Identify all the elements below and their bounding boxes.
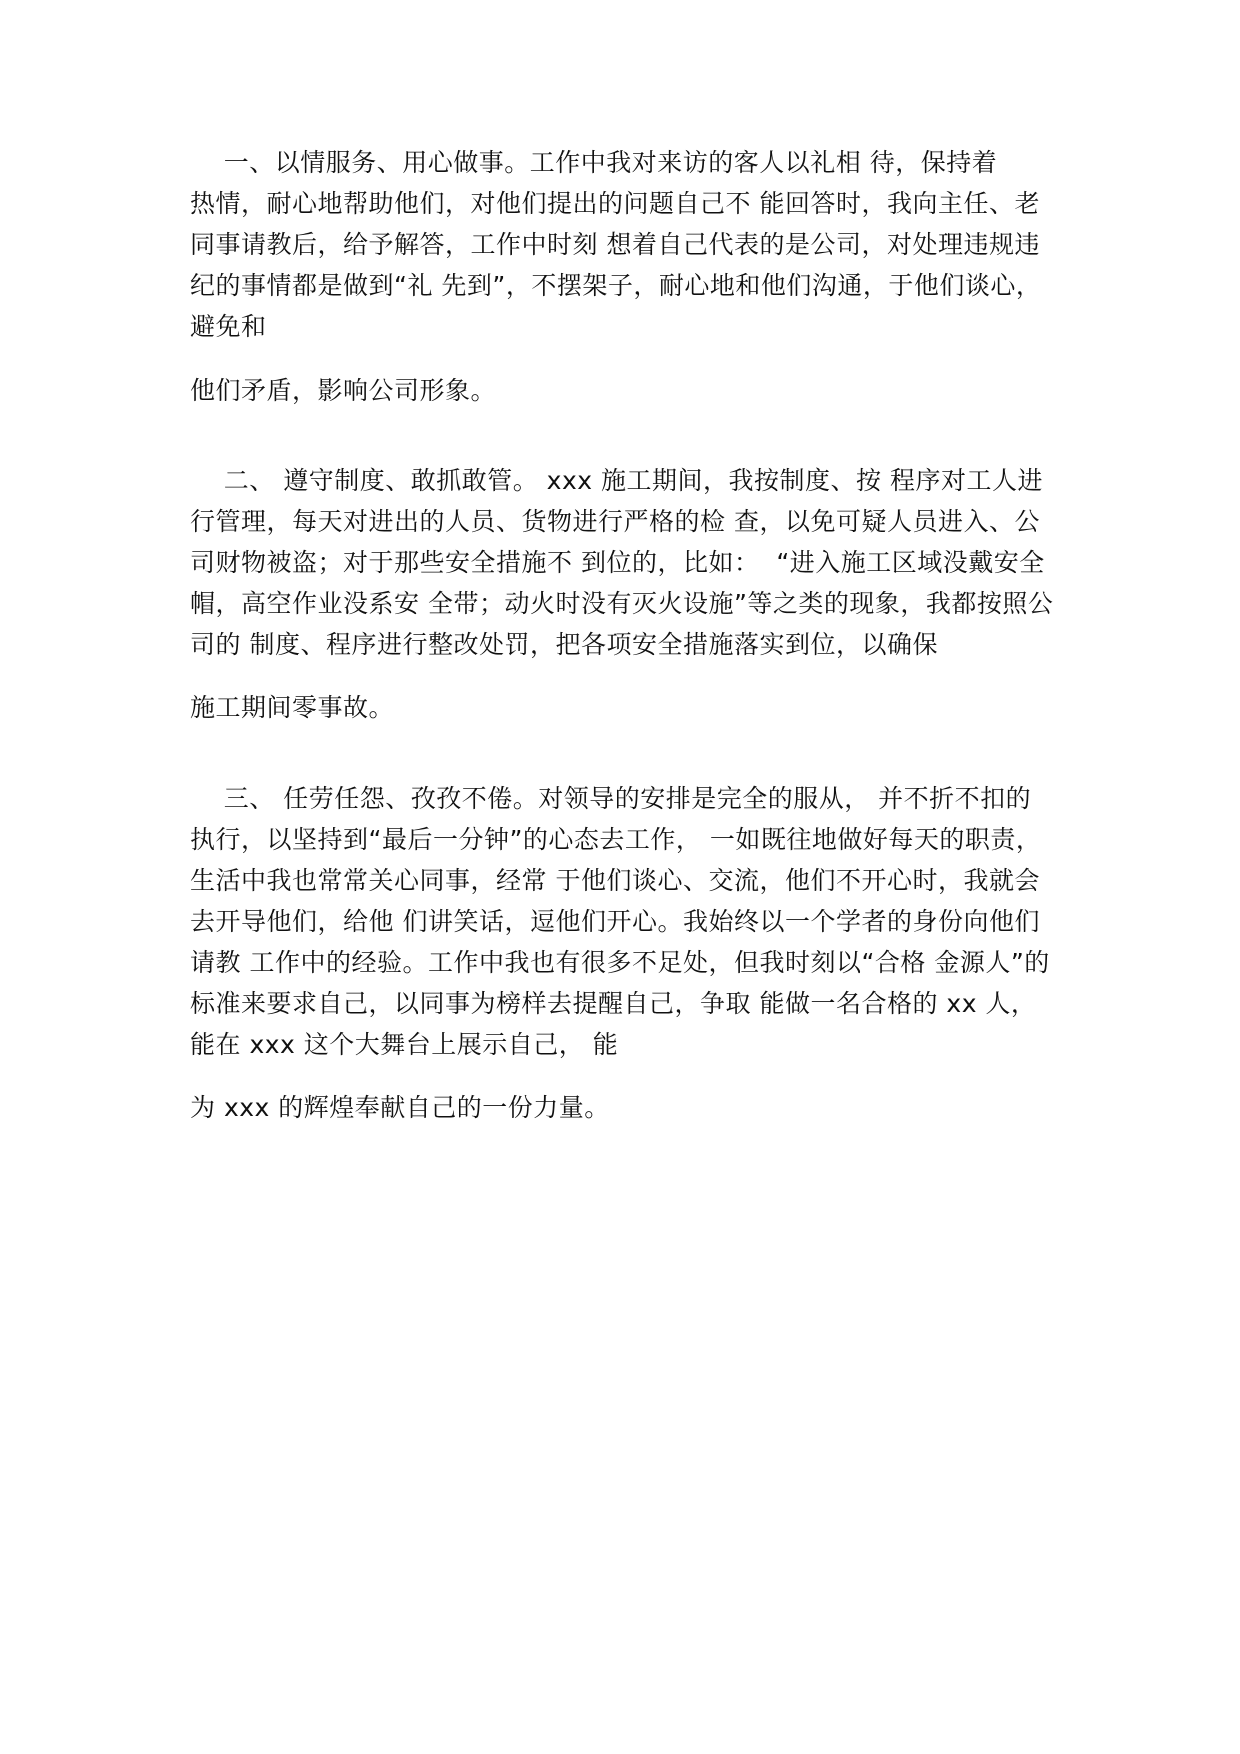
paragraph-3-line-6: 标准来要求自己，以同事为榜样去提醒自己，争取 能做一名合格的 xx 人， [190,989,1037,1018]
paragraph-1-tail: 他们矛盾，影响公司形象。 [190,376,497,405]
paragraph-2-line-1: 二、 遵守制度、敢抓敢管。 xxx 施工期间，我按制度、按 程序对工人进 [190,466,1043,495]
paragraph-3-line-2: 执行，以坚持到“最后一分钟”的心态去工作， 一如既往地做好每天的职责， [190,825,1042,854]
paragraph-3-line-4: 去开导他们，给他 们讲笑话，逗他们开心。我始终以一个学者的身份向他们 [190,907,1040,936]
paragraph-2-line-5: 司的 制度、程序进行整改处罚，把各项安全措施落实到位，以确保 [190,630,938,659]
paragraph-1-line-5: 避免和 [190,312,267,341]
paragraph-1-line-1: 一、以情服务、用心做事。工作中我对来访的客人以礼相 待，保持着 [190,148,998,177]
paragraph-3-tail: 为 xxx 的辉煌奉献自己的一份力量。 [190,1093,610,1122]
paragraph-3-line-3: 生活中我也常常关心同事，经常 于他们谈心、交流，他们不开心时，我就会 [190,866,1040,895]
paragraph-2-line-4: 帽，高空作业没系安 全带；动火时没有灭火设施”等之类的现象，我都按照公 [190,589,1054,618]
paragraph-3-line-1: 三、 任劳任怨、孜孜不倦。对领导的安排是完全的服从， 并不折不扣的 [190,784,1032,813]
paragraph-2-tail: 施工期间零事故。 [190,693,395,722]
paragraph-1-line-3: 同事请教后，给予解答，工作中时刻 想着自己代表的是公司，对处理违规违 [190,230,1040,259]
paragraph-1-line-4: 纪的事情都是做到“礼 先到”，不摆架子，耐心地和他们沟通，于他们谈心， [190,271,1042,300]
paragraph-3-line-7: 能在 xxx 这个大舞台上展示自己， 能 [190,1030,619,1059]
paragraph-2-line-2: 行管理，每天对进出的人员、货物进行严格的检 查，以免可疑人员进入、公 [190,507,1040,536]
paragraph-1-line-2: 热情，耐心地帮助他们，对他们提出的问题自己不 能回答时，我向主任、老 [190,189,1040,218]
paragraph-2-line-3: 司财物被盗；对于那些安全措施不 到位的，比如： “进入施工区域没戴安全 [190,548,1045,577]
paragraph-3-line-5: 请教 工作中的经验。工作中我也有很多不足处，但我时刻以“合格 金源人”的 [190,948,1050,977]
